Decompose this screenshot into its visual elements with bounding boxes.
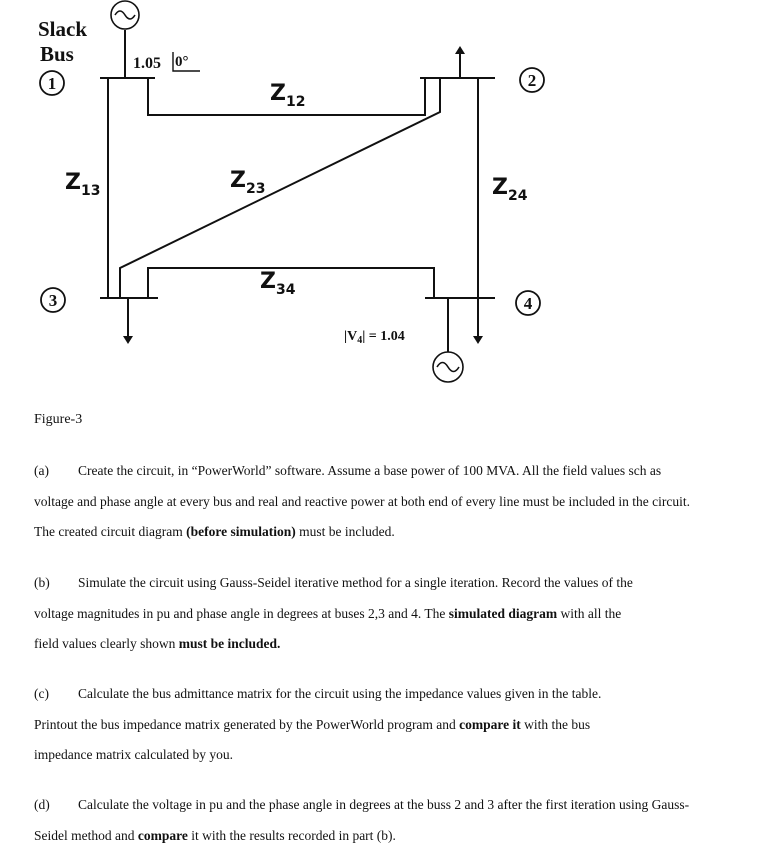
line-z23 <box>120 78 440 298</box>
part-b-line3-bold: must be included. <box>178 636 281 651</box>
part-c-line2-bold: compare it <box>459 716 521 732</box>
part-c-tag: (c) <box>34 686 49 701</box>
part-c <box>34 679 749 771</box>
part-b-line2-pre: voltage magnitudes in pu and phase angle in degrees at buses 2,3 and 4. The <box>34 605 449 621</box>
part-b-line1: Simulate the circuit using Gauss-Seidel iterative method for a single iteration. Record the values of the <box>78 575 633 590</box>
part-a-line2: voltage and phase angle at every bus and real and reactive power at both end of every line must be included in the circuit. <box>34 493 691 509</box>
part-a-tag: (a) <box>34 463 49 478</box>
part-d-line2-pre: Seidel method and <box>34 827 138 843</box>
z34-label: $Z_{34}$ <box>260 269 296 298</box>
part-b-line3-pre: field values clearly shown <box>34 636 179 651</box>
part-d-tag: (d) <box>34 797 50 812</box>
part-d <box>34 790 749 851</box>
part-c-line3: impedance matrix calculated by you. <box>34 747 234 762</box>
bus2-number: 2 <box>527 71 537 90</box>
part-d-line2-bold: compare <box>137 827 188 843</box>
z13-label: $Z_{13}$ <box>65 170 101 199</box>
part-b-line2-post: with all the <box>557 605 622 621</box>
bus1-number: 1 <box>47 74 57 93</box>
slack-label-line1: Slack <box>38 17 88 41</box>
part-d-line2-post: it with the results recorded in part (b). <box>187 827 396 843</box>
part-a-line1: Create the circuit, in “PowerWorld” software. Assume a base power of 100 MVA. All the field values sch as <box>78 463 662 478</box>
part-b-line2-bold: simulated diagram <box>448 605 558 621</box>
part-a <box>34 456 749 548</box>
part-a-line3-bold: (before simulation) <box>186 524 296 539</box>
bus3-number: 3 <box>48 291 58 310</box>
part-d-line1: Calculate the voltage in pu and the phase angle in degrees at the buss 2 and 3 after the first iteration using Gauss- <box>78 797 690 812</box>
part-c-line1: Calculate the bus admittance matrix for the circuit using the impedance values given in the table. <box>78 686 602 701</box>
bus4-generator-icon <box>433 352 463 382</box>
figure-caption: Figure-3 <box>34 412 83 427</box>
part-c-line2-post: with the bus <box>520 716 591 732</box>
part-c-line2-pre: Printout the bus impedance matrix generated by the PowerWorld program and <box>34 716 460 732</box>
power-system-diagram <box>0 0 765 420</box>
slack-voltage: 1.05 <box>133 55 161 72</box>
v4-label: $|V_4| = 1.04$ <box>344 329 405 346</box>
part-a-line3-pre: The created circuit diagram <box>34 524 187 539</box>
slack-angle: 0° <box>175 54 189 70</box>
z12-label: $Z_{12}$ <box>270 81 306 110</box>
part-a-line3-post: must be included. <box>295 524 395 539</box>
z23-label: $Z_{23}$ <box>230 168 266 197</box>
part-b-tag: (b) <box>34 575 50 590</box>
slack-generator-icon <box>111 1 139 29</box>
z24-label: $Z_{24}$ <box>492 175 528 204</box>
slack-label-line2: Bus <box>40 42 74 66</box>
part-b <box>34 568 749 660</box>
bus4-number: 4 <box>523 294 533 313</box>
